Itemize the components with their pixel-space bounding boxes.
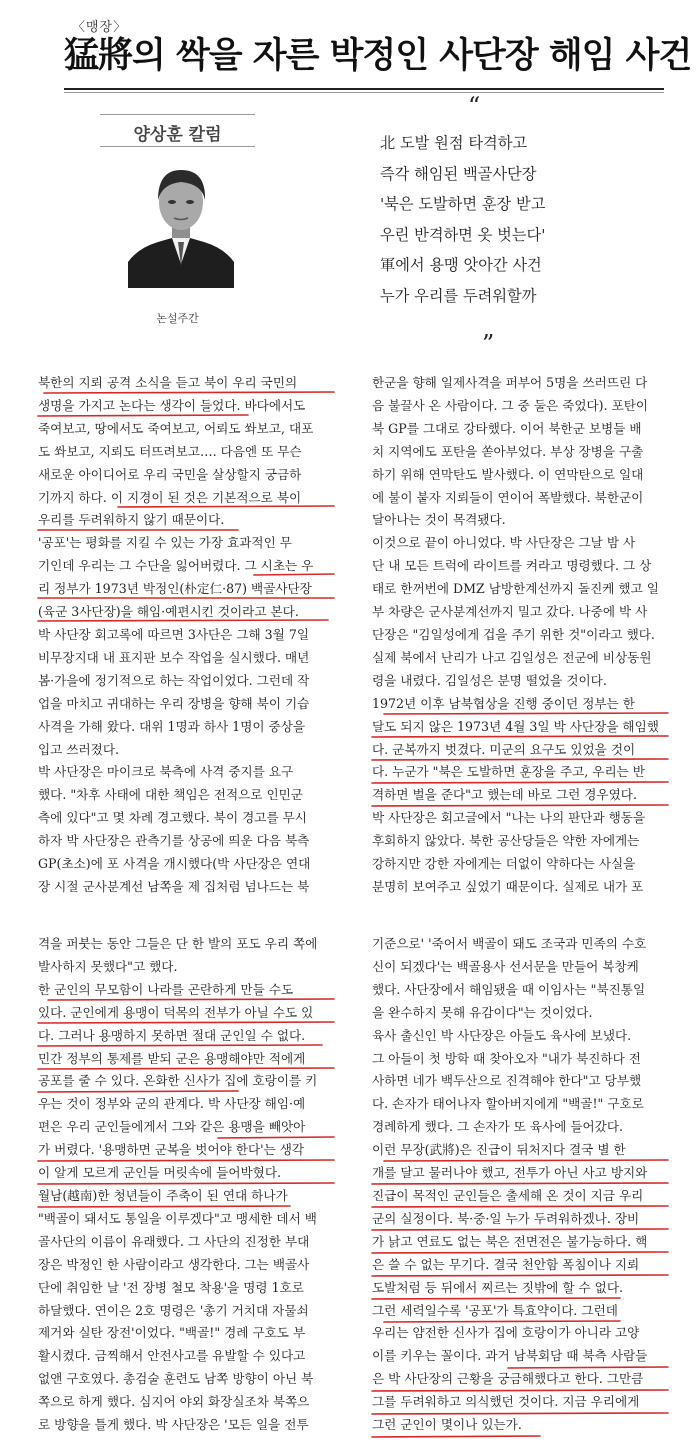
body-line: 실제 북에서 난리가 나고 김일성은 전군에 비상동원 xyxy=(372,649,652,665)
body-line: 가 낡고 연료도 없는 북은 전면전은 불가능하다. 핵 xyxy=(372,1233,648,1249)
body-line: 에 불이 붙자 지뢰들이 연이어 폭발했다. 북한군이 xyxy=(372,489,644,505)
body-line: 사하면 네가 백두산으로 진격해야 한다"고 당부했 xyxy=(372,1073,642,1089)
pull-quote-line: 우린 반격하면 옷 벗는다' xyxy=(380,225,546,244)
body-line: 이런 무장(武將)은 진급이 뒤처지다 결국 별 한 xyxy=(372,1142,626,1158)
body-line: 을 완수하지 못해 유감이다"는 것이었다. xyxy=(372,1004,593,1020)
body-line: 하자 박 사단장은 관측기를 상공에 띄운 다음 북측 xyxy=(38,833,310,849)
body-line: 발사하지 못했다"고 했다. xyxy=(38,958,178,974)
body-line: 진급이 목적인 군인들은 출세해 온 것이 지금 우리 xyxy=(372,1187,644,1203)
body-line: 활시켰다. 금찍해서 안전사고를 유발할 수 있다고 xyxy=(38,1348,306,1364)
body-line: 박 사단장은 회고글에서 "나는 나의 판단과 행동을 xyxy=(372,810,646,826)
body-line: 북 GP를 그대로 강타했다. 이어 북한군 보병들 배 xyxy=(372,420,642,436)
headline: 猛將의 싹을 자른 박정인 사단장 해임 사건 xyxy=(64,36,692,76)
body-line: 도 쏴보고, 지뢰도 터뜨려보고…. 다음엔 또 무슨 xyxy=(38,443,302,459)
body-line: 하달했다. 연이은 2호 명령은 '총기 거치대 자물쇠 xyxy=(38,1302,309,1318)
body-line: 단에 취임한 날 '전 장병 철모 착용'을 명령 1호로 xyxy=(38,1279,304,1295)
body-line: 제거와 실탄 장전'이었다. "백골!" 경례 구호도 부 xyxy=(38,1325,306,1341)
body-line: 한 군인의 무모함이 나라를 곤란하게 만들 수도 xyxy=(38,981,294,997)
body-line: 기까지 하다. 이 지경이 된 것은 기본적으로 북이 xyxy=(38,489,302,505)
body-line: 있다. 군인에게 용맹이 덕목의 전부가 아닐 수도 있 xyxy=(38,1004,314,1020)
author-photo-icon xyxy=(128,158,234,288)
body-line: 군의 실정이다. 북·중·일 누가 두려워하겠나. 장비 xyxy=(372,1210,640,1226)
body-line: 그런 군인이 몇이나 있는가. xyxy=(372,1417,522,1433)
body-line: 리 정부가 1973년 박정인(朴定仁·87) 백골사단장 xyxy=(38,581,312,597)
body-line: 박 사단장은 마이크로 북측에 사격 중지를 요구 xyxy=(38,764,294,780)
body-line: 후회하지 않았다. 북한 공산당들은 약한 자에게는 xyxy=(372,833,640,849)
body-line: 격을 퍼붓는 동안 그들은 단 한 발의 포도 우리 쪽에 xyxy=(38,936,318,951)
body-line: 개를 달고 물러나야 했고, 전투가 아닌 사고 방지와 xyxy=(372,1165,648,1181)
body-line: 봄·가을에 정기적으로 하는 작업이었다. 그런데 작 xyxy=(38,672,310,688)
body-column-3 xyxy=(38,933,348,1437)
body-line: "백골이 돼서도 통일을 이루겠다"고 맹세한 데서 백 xyxy=(38,1210,317,1226)
body-line: 강하지만 강한 자에게는 더없이 약하다는 사실을 xyxy=(372,856,636,872)
body-line: 우리는 얌전한 신사가 집에 호랑이가 아니라 고양 xyxy=(372,1325,640,1341)
body-line: 했다. "차후 사태에 대한 책임은 전적으로 인민군 xyxy=(38,787,303,803)
body-line: 1972년 이후 남북협상을 진행 중이던 정부는 한 xyxy=(372,695,635,711)
body-line: (육군 3사단장)을 해임·예편시킨 것이라고 본다. xyxy=(38,604,299,620)
pull-quote-line: 北 도발 원점 타격하고 xyxy=(380,134,528,152)
body-line: 로 방향을 틀게 했다. 박 사단장은 '모든 일을 전투 xyxy=(38,1417,309,1433)
body-line: 단장은 "김일성에게 겁을 주기 위한 것"이라고 했다. xyxy=(372,626,655,642)
body-line: 사격을 가해 왔다. 대위 1명과 하사 1명이 중상을 xyxy=(38,718,306,734)
body-line: 은 박 사단장의 근황을 궁금해했다고 한다. 그만큼 xyxy=(372,1371,644,1387)
body-line: 측에 있다"고 몇 차례 경고했다. 북이 경고를 무시 xyxy=(38,810,307,826)
body-line: 분명히 보여주고 싶었기 때문이다. 실제로 내가 포 xyxy=(372,878,644,894)
body-line: 우리를 두려워하지 않기 때문이다. xyxy=(38,512,225,528)
body-line: 다. 군복까지 벗겼다. 미군의 요구도 있었을 것이 xyxy=(372,741,636,757)
body-line: 달아나는 것이 목격됐다. xyxy=(372,512,506,528)
byline-rule-top xyxy=(100,114,255,115)
body-line: 경례하게 했다. 그 손자가 또 육사에 들어갔다. xyxy=(372,1119,624,1135)
body-line: 도발처럼 등 뒤에서 찌르는 짓밖에 할 수 없다. xyxy=(372,1279,624,1295)
body-column-1 xyxy=(38,372,348,899)
body-line: 치 지역에도 포탄을 쏟아부었다. 부상 장병을 구출 xyxy=(372,443,644,459)
body-line: 쪽으로 하게 했다. 심지어 야외 화장실조차 북쪽으 xyxy=(38,1394,310,1410)
quote-close-mark: ” xyxy=(482,330,495,358)
body-line: 그 아들이 첫 방학 때 찾아오자 "내가 북진하다 전 xyxy=(372,1050,641,1066)
author-photo xyxy=(128,158,234,288)
body-line: 다. 그러나 용맹하지 못하면 절대 군인일 수 없다. xyxy=(38,1027,306,1043)
body-line: 달도 되지 않은 1973년 4월 3일 박 사단장을 해임했 xyxy=(372,718,659,734)
body-line: 하기 위해 연막탄도 발사했다. 이 연막탄으로 일대 xyxy=(372,466,644,482)
body-line: 부 차량은 군사분계선까지 밀고 갔다. 나중에 박 사 xyxy=(372,604,648,620)
body-line: 음 불끌사 온 사람이다. 그 중 둘은 죽었다). 포탄이 xyxy=(372,397,649,413)
pull-quote-line: 누가 우리를 두려워할까 xyxy=(380,286,537,305)
body-line: 민간 정부의 통제를 받되 군은 용맹해야만 적에게 xyxy=(38,1050,306,1066)
body-line: 업을 마치고 귀대하는 우리 장병을 향해 북이 기습 xyxy=(38,695,310,711)
body-line: 신이 되겠다'는 백골용사 선서문을 만들어 복창케 xyxy=(372,958,639,974)
headline-rule xyxy=(64,88,664,90)
body-line: 단 내 모든 트럭에 라이트를 켜라고 명령했다. 그 상 xyxy=(372,558,652,574)
body-line: 골사단의 이름이 유래했다. 그 사단의 진정한 부대 xyxy=(38,1233,310,1249)
body-line: 태로 한꺼번에 DMZ 남방한계선까지 돌진케 했고 일 xyxy=(372,581,659,597)
body-line: 죽여보고, 땅에서도 죽여보고, 어뢰도 쏴보고, 대포 xyxy=(38,420,314,436)
body-line: 이를 키우는 꼴이다. 과거 남북회담 때 북측 사람들 xyxy=(372,1348,648,1364)
body-line: 박 사단장 회고록에 따르면 3사단은 그해 3월 7일 xyxy=(38,626,310,642)
body-line: 령을 내렸다. 김일성은 분명 떨었을 것이다. xyxy=(372,672,607,688)
author-role: 논설주간 xyxy=(156,312,199,325)
body-line: 이 알게 모르게 군인들 머릿속에 들어박혔다. xyxy=(38,1165,281,1181)
body-line: 했다. 사단장에서 해임됐을 때 이임사는 "북진통일 xyxy=(372,981,646,997)
body-line: GP(초소)에 포 사격을 개시했다(박 사단장은 연대 xyxy=(38,856,311,872)
body-line: 그를 두려워하고 의식했던 것이다. 지금 우리에게 xyxy=(372,1394,640,1410)
headline-ruby: 〈맹장〉 xyxy=(72,20,128,35)
body-line: 그런 세력일수록 '공포'가 특효약이다. 그런데 xyxy=(372,1302,618,1318)
body-line: 다. 누군가 "북은 도발하면 훈장을 주고, 우리는 반 xyxy=(372,764,645,780)
body-line: 육사 출신인 박 사단장은 아들도 육사에 보냈다. xyxy=(372,1027,632,1043)
pull-quote-line: '북은 도발하면 훈장 받고 xyxy=(380,195,546,213)
body-line: 편은 우리 군인들에게서 그와 같은 용맹을 빼앗아 xyxy=(38,1119,306,1135)
body-line: 가 버렸다. '용맹하면 군복을 벗어야 한다'는 생각 xyxy=(38,1142,305,1158)
body-line: 기인데 우리는 그 수단을 잃어버렸다. 그 시초는 우 xyxy=(38,558,314,574)
body-line: 기준으로' '죽어서 백골이 돼도 조국과 민족의 수호 xyxy=(372,936,647,951)
body-line: 공포를 줄 수 있다. 온화한 신사가 집에 호랑이를 키 xyxy=(38,1073,318,1089)
body-line: 생명을 가지고 논다는 생각이 들었다. 바다에서도 xyxy=(38,397,306,413)
body-line: 이것으로 끝이 아니었다. 박 사단장은 그날 밤 사 xyxy=(372,535,636,551)
body-line: 우는 것이 정부와 군의 관계다. 박 사단장 해임·예 xyxy=(38,1096,306,1112)
body-line: 다. 손자가 태어나자 할아버지에게 "백골!" 구호로 xyxy=(372,1096,644,1112)
pull-quote-line: 즉각 해임된 백골사단장 xyxy=(380,164,537,183)
byline-rule-bottom xyxy=(100,146,255,147)
body-line: 한군을 향해 일제사격을 퍼부어 5명을 쓰러뜨린 다 xyxy=(372,375,648,390)
body-line: '공포'는 평화를 지킬 수 있는 가장 효과적인 무 xyxy=(38,535,292,551)
body-line: 북한의 지뢰 공격 소식을 듣고 북이 우리 국민의 xyxy=(38,375,298,390)
column-name: 양상훈 칼럼 xyxy=(133,125,222,145)
pull-quote xyxy=(380,128,680,311)
body-line: 월남(越南)한 청년들이 주축이 된 연대 하나가 xyxy=(38,1187,288,1203)
body-line: 새로운 아이디어로 우리 국민을 살상할지 궁금하 xyxy=(38,466,302,482)
headline-rule-thin xyxy=(64,92,664,93)
quote-open-mark: “ xyxy=(468,92,481,120)
body-line: 장 시절 군사분계선 남쪽을 제 집처럼 넘나드는 북 xyxy=(38,878,310,894)
body-line: 비무장지대 내 표지판 보수 작업을 실시했다. 매년 xyxy=(38,649,310,665)
body-line: 격하면 벌을 준다"고 했는데 바로 그런 경우였다. xyxy=(372,787,637,803)
body-line: 은 쓸 수 없는 무기다. 결국 천안함 폭침이나 지뢰 xyxy=(372,1256,640,1272)
body-column-4 xyxy=(372,933,682,1437)
body-line: 장은 박정인 한 사람이라고 생각한다. 그는 백골사 xyxy=(38,1256,310,1272)
pull-quote-line: 軍에서 용맹 앗아간 사건 xyxy=(380,256,542,274)
body-line: 입고 쓰러졌다. xyxy=(38,741,119,757)
body-line: 없앤 구호였다. 총검술 훈련도 남쪽 방향이 아닌 북 xyxy=(38,1371,314,1387)
body-column-2 xyxy=(372,372,682,899)
